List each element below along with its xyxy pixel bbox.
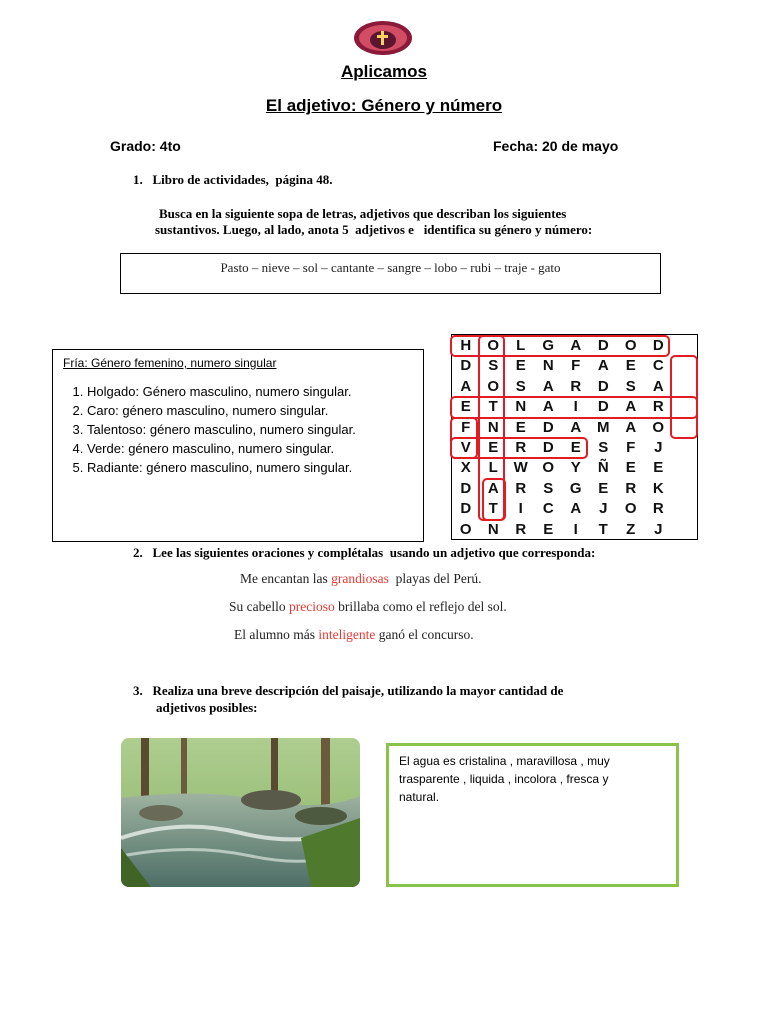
sentence-text: playas del Perú. — [388, 571, 482, 586]
answer-word: inteligente — [318, 627, 376, 642]
word-search-letter: F — [626, 439, 636, 456]
nouns-text: Pasto – nieve – sol – cantante – sangre – lobo – rubi – traje - gato — [220, 260, 561, 275]
word-search-letter: R — [652, 398, 664, 416]
sentence-3 — [234, 627, 474, 643]
adjective-item: 5. Radiante: género masculino, numero singular. — [87, 458, 356, 477]
word-search-letter: E — [460, 398, 471, 416]
school-logo — [353, 20, 413, 56]
word-search-letter: N — [487, 418, 499, 436]
word-search-letter: E — [543, 520, 554, 538]
date-label: Fecha: 20 de mayo — [493, 138, 619, 154]
word-search-letter: O — [487, 377, 500, 395]
word-search-letter: O — [542, 459, 555, 477]
word-search-letter: F — [461, 418, 471, 436]
adjective-item: 1. Holgado: Género masculino, numero singular. — [87, 382, 356, 401]
word-search-letter: E — [570, 439, 581, 456]
adjective-list — [53, 382, 356, 477]
word-search-letter: O — [624, 500, 637, 518]
word-search-letter: R — [515, 439, 527, 456]
activity3-heading-line1: 3. Realiza una breve descripción del paisaje, utilizando la mayor cantidad de — [133, 683, 564, 698]
answer-word: grandiosas — [331, 571, 389, 586]
word-highlight — [482, 478, 507, 521]
word-search-letter: E — [515, 357, 526, 375]
word-search-letter: A — [597, 357, 609, 375]
adjective-item: 3. Talentoso: género masculino, numero singular. — [87, 420, 356, 439]
word-highlight — [450, 437, 588, 459]
word-search-letter: E — [625, 357, 636, 375]
word-search-letter: E — [488, 439, 499, 456]
description-box — [386, 743, 679, 887]
word-search-letter: A — [487, 479, 499, 497]
word-search-letter: G — [569, 479, 582, 497]
word-search-letter: S — [625, 377, 636, 395]
word-search-letter: A — [570, 337, 582, 354]
activity1-instruction-line1: Busca en la siguiente sopa de letras, adjetivos que describan los siguientes — [159, 206, 567, 221]
word-search-letter: E — [598, 479, 609, 497]
word-search-letter: T — [488, 500, 498, 518]
adjective-item: 4. Verde: género masculino, numero singular. — [87, 439, 356, 458]
word-search-letter: L — [516, 337, 526, 354]
word-search-letter: Y — [570, 459, 581, 477]
word-highlight — [670, 355, 698, 439]
word-search-letter: J — [599, 500, 608, 518]
word-search-letter: I — [573, 520, 578, 538]
activity1-instruction-line2: sustantivos. Luego, al lado, anota 5 adjetivos e identifica su género y número: — [155, 222, 593, 237]
word-search-letter: R — [515, 520, 527, 538]
river-landscape-image — [121, 738, 360, 887]
sentence-text: El alumno más — [234, 627, 319, 642]
word-search-letter: A — [570, 418, 582, 436]
word-search-letter: A — [652, 377, 664, 395]
word-search-letter: D — [542, 418, 554, 436]
word-search-letter: R — [652, 500, 664, 518]
word-search-letter: A — [625, 398, 637, 416]
sentence-text: Su cabello — [229, 599, 289, 614]
word-search-letter: T — [488, 398, 498, 416]
word-search-letter: D — [597, 398, 609, 416]
word-search-letter: O — [459, 520, 472, 538]
activity2-heading: 2. Lee las siguientes oraciones y complétalas usando un adjetivo que corresponda: — [133, 545, 596, 560]
word-search-letter: O — [624, 337, 637, 354]
description-text: El agua es cristalina , maravillosa , muy trasparente , liquida , incolora , fresca y natural. — [399, 754, 610, 804]
word-search-letter: S — [515, 377, 526, 395]
word-search-letter: Z — [626, 520, 636, 538]
word-search-letter: H — [460, 337, 472, 354]
nouns-box — [120, 253, 661, 294]
word-search-letter: E — [515, 418, 526, 436]
word-search-letter: O — [487, 337, 500, 354]
sentence-2 — [229, 599, 507, 615]
grade-label: Grado: 4to — [110, 138, 181, 154]
word-search-letter: S — [543, 479, 554, 497]
word-search-letter: E — [653, 459, 664, 477]
word-search-letter: D — [597, 337, 609, 354]
word-search-letter: W — [513, 459, 528, 477]
word-search-letter: C — [652, 357, 664, 375]
word-search-letter: X — [460, 459, 471, 477]
word-search-letter: G — [542, 337, 555, 354]
sentence-text: ganó el concurso. — [375, 627, 474, 642]
word-search-letter: A — [542, 377, 554, 395]
word-search-letter: D — [460, 357, 472, 375]
word-search-letter: I — [573, 398, 578, 416]
word-search-letter: R — [515, 479, 527, 497]
word-search-letter: C — [542, 500, 554, 518]
word-search-letter: Ñ — [597, 459, 609, 477]
word-search-letter: N — [515, 398, 527, 416]
word-search-letter: K — [652, 479, 664, 497]
page-subtitle: El adjetivo: Género y número — [265, 96, 503, 115]
word-search-letter: R — [625, 479, 637, 497]
word-search-letter: E — [625, 459, 636, 477]
word-search-letter: N — [542, 357, 554, 375]
word-search-letter: D — [597, 377, 609, 395]
word-search-letter: S — [598, 439, 609, 456]
word-search-letter: D — [460, 479, 472, 497]
answer-word: precioso — [289, 599, 335, 614]
word-search-grid — [451, 334, 698, 540]
word-search-letter: V — [460, 439, 471, 456]
word-search-letter: J — [654, 439, 663, 456]
word-search-letter: L — [488, 459, 498, 477]
word-highlight — [450, 396, 698, 418]
word-search-letter: A — [542, 398, 554, 416]
word-search-letter: D — [460, 500, 472, 518]
word-search-letter: D — [542, 439, 554, 456]
word-search-letter: S — [488, 357, 499, 375]
word-search-letter: F — [571, 357, 581, 375]
word-search-letter: J — [654, 520, 663, 538]
word-search-letter: O — [652, 418, 665, 436]
sentence-text: Me encantan las — [240, 571, 332, 586]
word-search-letter: A — [570, 500, 582, 518]
page-title: Aplicamos — [341, 62, 427, 81]
word-search-letter: R — [570, 377, 582, 395]
adjective-item: 2. Caro: género masculino, numero singular. — [87, 401, 356, 420]
activity3-heading-line2: adjetivos posibles: — [156, 700, 258, 715]
word-search-letter: N — [487, 520, 499, 538]
word-search-letter: A — [460, 377, 472, 395]
sentence-text: brillaba como el reflejo del sol. — [334, 599, 507, 614]
word-search-letter: D — [652, 337, 664, 354]
activity1-heading: 1. Libro de actividades, página 48. — [133, 172, 333, 187]
adjective-answer-box — [52, 349, 424, 542]
word-search-letter: A — [625, 418, 637, 436]
word-search-letter: M — [597, 418, 610, 436]
answer-box-title: Fría: Género femenino, numero singular — [63, 356, 277, 370]
word-search-letter: T — [598, 520, 608, 538]
sentence-1 — [240, 571, 481, 587]
word-search-letter: I — [518, 500, 523, 518]
